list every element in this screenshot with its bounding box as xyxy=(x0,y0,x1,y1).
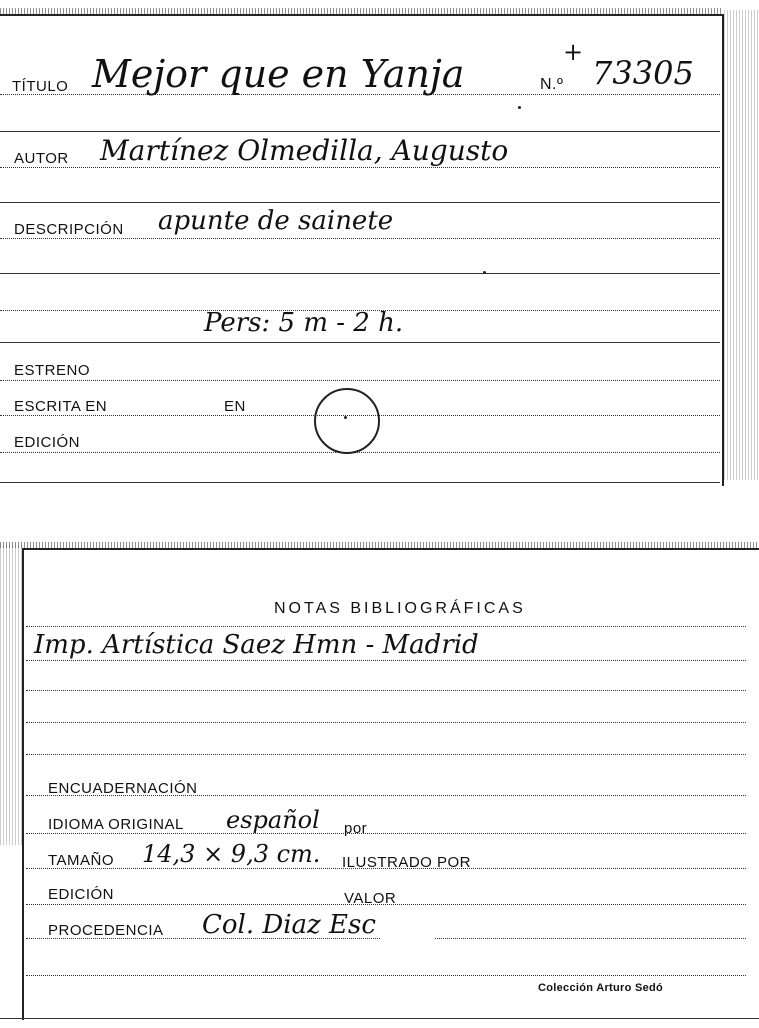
rule-line xyxy=(0,342,720,343)
estreno-label: ESTRENO xyxy=(14,362,91,379)
descripcion-label: DESCRIPCIÓN xyxy=(14,221,124,238)
edicion-label: EDICIÓN xyxy=(14,434,81,451)
rule-line xyxy=(0,167,720,168)
titulo-label: TÍTULO xyxy=(12,78,69,95)
rule-line xyxy=(0,380,720,381)
rule-line xyxy=(0,273,720,274)
numero-value: 73305 xyxy=(592,54,694,92)
stray-mark xyxy=(483,271,486,274)
catalog-card-top xyxy=(0,14,724,486)
descripcion-value: apunte de sainete xyxy=(158,206,394,236)
idioma-label: IDIOMA ORIGINAL xyxy=(48,816,184,833)
rule-line xyxy=(0,202,720,203)
scan-edge-right xyxy=(724,10,759,480)
encuadernacion-label: ENCUADERNACIÓN xyxy=(48,780,198,797)
redaction-box xyxy=(380,916,434,952)
rule-line xyxy=(26,626,746,627)
titulo-value: Mejor que en Yanja xyxy=(92,52,465,96)
rule-line xyxy=(0,131,720,132)
ilustrado-label: ILUSTRADO POR xyxy=(342,854,472,871)
rule-line xyxy=(0,452,720,453)
idioma-value: español xyxy=(226,806,320,834)
collection-stamp: Colección Arturo Sedó xyxy=(538,982,664,994)
personajes-note: Pers: 5 m - 2 h. xyxy=(204,308,404,338)
autor-label: AUTOR xyxy=(14,150,69,167)
rule-line xyxy=(26,722,746,723)
punch-hole-circle xyxy=(314,388,380,454)
notas-heading: NOTAS BIBLIOGRÁFICAS xyxy=(274,600,526,617)
valor-label: VALOR xyxy=(344,890,397,907)
numero-mark: + xyxy=(563,38,584,66)
en-label: EN xyxy=(224,398,246,415)
stray-mark xyxy=(518,106,521,109)
procedencia-value: Col. Diaz Esc xyxy=(202,910,376,940)
rule-line xyxy=(0,482,720,483)
bottom-edge-line xyxy=(0,1018,759,1019)
rule-line xyxy=(26,660,746,661)
note-line: Imp. Artística Saez Hmn - Madrid xyxy=(34,630,479,660)
scan-edge-left xyxy=(0,545,22,845)
rule-line xyxy=(26,754,746,755)
rule-line xyxy=(26,690,746,691)
catalog-card-bottom xyxy=(22,548,759,1020)
escrita-label: ESCRITA EN xyxy=(14,398,108,415)
numero-label: N.º xyxy=(540,76,564,93)
autor-value: Martínez Olmedilla, Augusto xyxy=(100,134,509,167)
procedencia-label: PROCEDENCIA xyxy=(48,922,164,939)
tamano-label: TAMAÑO xyxy=(48,852,115,869)
edicion-label: EDICIÓN xyxy=(48,886,115,903)
tamano-value: 14,3 × 9,3 cm. xyxy=(142,840,321,868)
por-label: por xyxy=(344,820,368,837)
rule-line xyxy=(26,833,746,834)
rule-line xyxy=(26,975,746,976)
rule-line xyxy=(0,238,720,239)
punch-hole-center xyxy=(344,416,347,419)
